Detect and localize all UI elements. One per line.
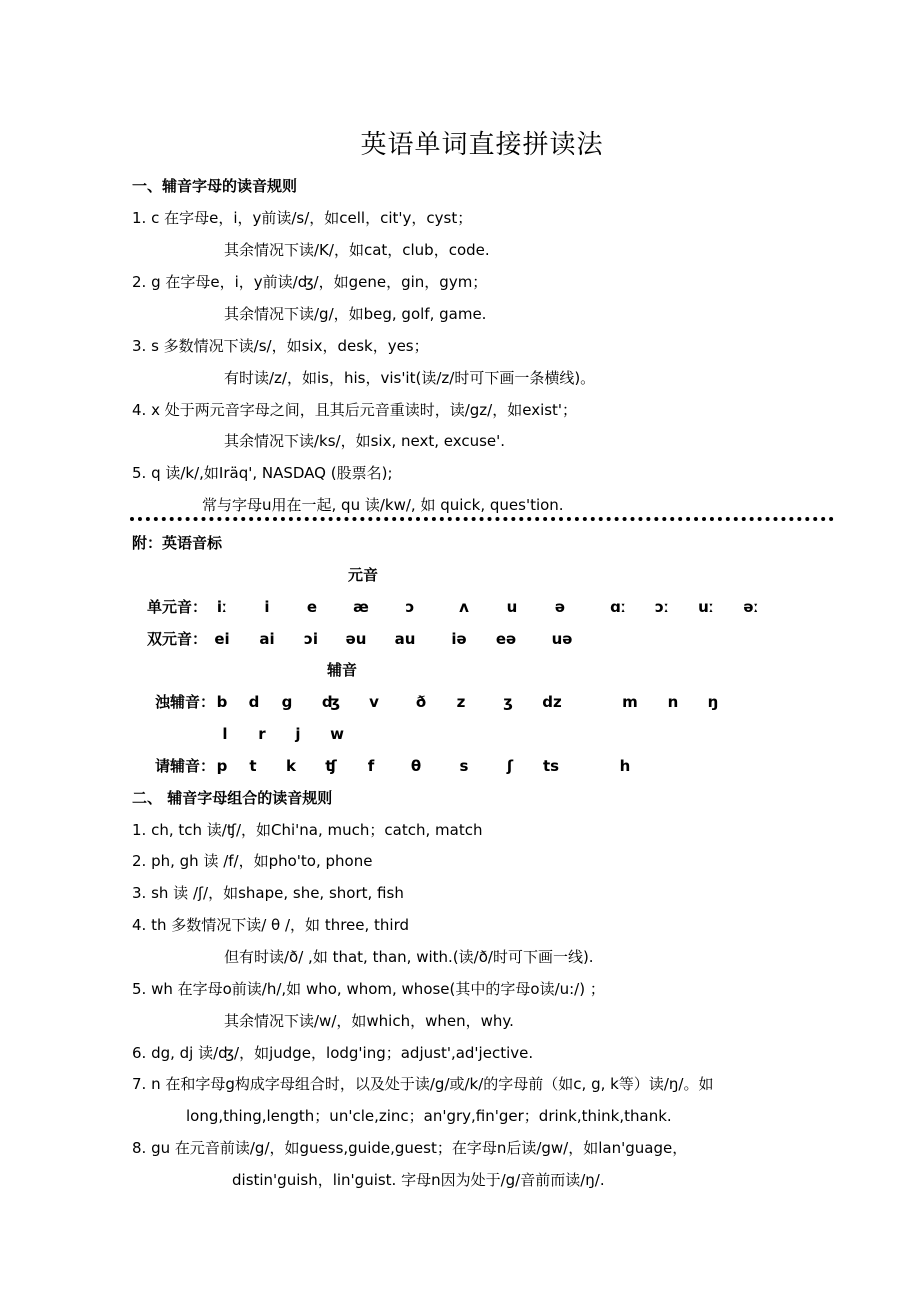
monophthong-label: 单元音： [147,598,208,616]
consonant-title: 辅音 [327,661,358,679]
rule-line: 其余情况下读/w/，如which，when，why. [224,1012,514,1030]
phonetic-symbol: ei [214,630,230,648]
phonetic-symbol: uə [551,630,573,648]
phonetic-symbol: k [286,757,296,775]
rule-line: 5. q 读/k/,如Iräq', NASDAQ (股票名); [132,464,393,482]
phonetic-symbol: uː [698,598,714,616]
vowel-title: 元音 [348,566,379,584]
rule-line: long,thing,length；un'cle,zinc；an'gry,fin'ger；drink,think,thank. [186,1107,672,1125]
phonetic-symbol: ə [554,598,566,616]
rule-line: 4. th 多数情况下读/ θ /，如 three, third [132,916,410,934]
phonetic-symbol: ɔi [303,630,319,648]
phonetic-symbol: w [330,725,344,743]
phonetic-symbol: r [258,725,266,743]
phonetic-symbol: ɑː [610,598,626,616]
rule-line: 但有时读/ð/ ,如 that, than, with.(读/ð/时可下画一线). [224,948,594,966]
voiceless-label: 请辅音： [155,757,216,775]
rule-line: 其余情况下读/K/，如cat，club，code. [224,241,490,259]
diphthong-label: 双元音： [147,630,208,648]
phonetic-symbol: æ [353,598,369,616]
phonetic-symbol: ð [415,693,427,711]
phonetic-symbol: ʧ [325,757,337,775]
rule-line: 2. ph, gh 读 /f/，如pho'to, phone [132,852,373,870]
rule-line: 1. c 在字母e，i，y前读/s/，如cell，cit'y，cyst； [132,209,473,227]
phonetic-symbol: l [222,725,228,743]
phonetic-symbol: u [506,598,518,616]
rule-line: 其余情况下读/g/，如beg, golf, game. [224,305,487,323]
voiced-label: 浊辅音： [155,693,216,711]
phonetic-symbol: m [622,693,638,711]
phonetic-symbol: ai [259,630,275,648]
phonetic-symbol: f [367,757,375,775]
phonetic-symbol: iə [451,630,467,648]
phonetic-symbol: h [619,757,631,775]
rule-line: 5. wh 在字母o前读/h/,如 who, whom, whose(其中的字母o读/u:/) ； [132,980,605,998]
phonetic-symbol: ʤ [321,693,341,711]
phonetic-symbol: p [216,757,228,775]
phonetic-symbol: ʌ [459,598,469,616]
phonetic-symbol: iː [216,598,228,616]
phonetic-symbol: eə [495,630,517,648]
phonetic-symbol: j [295,725,301,743]
document-title: 英语单词直接拼读法 [360,130,604,160]
phonetic-symbol: i [264,598,270,616]
rule-line: 3. s 多数情况下读/s/，如six，desk，yes； [132,337,429,355]
phonetic-symbol: əu [345,630,367,648]
phonetic-symbol: ŋ [707,693,719,711]
rule-line: 有时读/z/，如is，his，vis'it(读/z/时可下画一条横线)。 [224,369,596,387]
phonetic-symbol: au [394,630,416,648]
rule-line: 4. x 处于两元音字母之间，且其后元音重读时，读/gz/，如exist'； [132,401,578,419]
phonetic-symbol: z [456,693,466,711]
phonetic-symbol: v [369,693,379,711]
dotted-divider [130,517,834,521]
rule-line: 2. g 在字母e，i，y前读/ʤ/，如gene，gin，gym； [132,273,488,291]
phonetic-symbol: əː [743,598,759,616]
phonetic-symbol: d [248,693,260,711]
rule-line: 3. sh 读 /ʃ/，如shape, she, short, fish [132,884,404,902]
phonetic-symbol: b [216,693,228,711]
phonetic-symbol: ɔː [655,598,669,616]
phonetic-symbol: s [459,757,469,775]
section1-heading: 一、辅音字母的读音规则 [132,177,298,195]
rule-line: distin'guish，lin'guist. 字母n因为处于/g/音前而读/ŋ/. [232,1171,605,1189]
rule-line: 8. gu 在元音前读/g/，如guess,guide,guest；在字母n后读/gw/，如lan'guage， [132,1139,688,1157]
phonetic-symbol: g [281,693,293,711]
phonetic-symbol: ʒ [503,693,513,711]
rule-line: 7. n 在和字母g构成字母组合时，以及处于读/g/或/k/的字母前（如c, g, k等）读/ŋ/。如 [132,1075,714,1093]
rule-line: 6. dg, dj 读/ʤ/，如judge，lodg'ing；adjust',ad'jective. [132,1044,534,1062]
rule-line: 1. ch, tch 读/ʧ/，如Chi'na, much；catch, match [132,821,483,839]
phonetic-symbol: dz [542,693,562,711]
phonetics-heading: 附：英语音标 [132,534,223,552]
section2-heading: 二、 辅音字母组合的读音规则 [132,789,333,807]
phonetic-symbol: ts [542,757,560,775]
phonetic-symbol: ɔ [405,598,415,616]
rule-line: 其余情况下读/ks/，如six, next, excuse'. [224,432,506,450]
phonetic-symbol: ʃ [506,757,514,775]
rule-line: 常与字母u用在一起, qu 读/kw/, 如 quick, ques'tion. [202,496,564,514]
phonetic-symbol: θ [410,757,422,775]
phonetic-symbol: e [306,598,318,616]
phonetic-symbol: n [667,693,679,711]
phonetic-symbol: t [249,757,257,775]
